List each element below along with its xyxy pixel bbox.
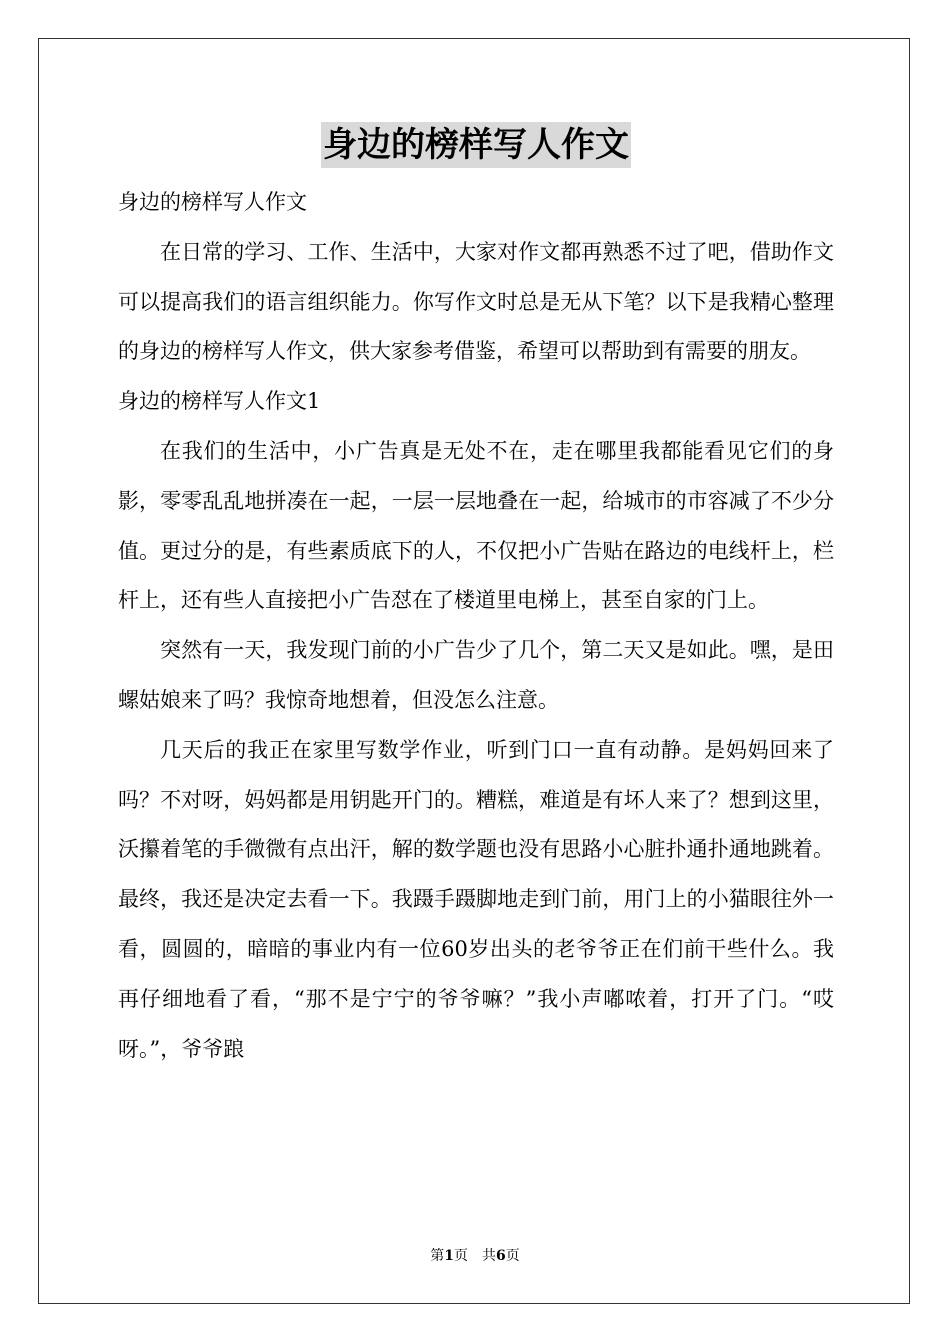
body-paragraph: 几天后的我正在家里写数学作业，听到门口一直有动静。是妈妈回来了吗？不对呀，妈妈都是用钥匙开门的。糟糕，难道是有坏人来了？想到这里，沃攥着笔的手微微有点出汗，解的数学题也没有思路小心脏扑通扑通地跳着。最终，我还是决定去看一下。我蹑手蹑脚地走到门前，用门上的小猫眼往外一看，圆圆的，暗暗的事业内有一位60岁出头的老爷爷正在们前干些什么。我再仔细地看了看，“那不是宁宁的爷爷嘛？”我小声嘟哝着，打开了门。“哎呀。”，爷爷踉 xyxy=(118,737,834,1061)
page-label-pre: 第 xyxy=(430,1248,445,1264)
document-body xyxy=(118,122,834,1074)
document-title: 身边的榜样写人作文 xyxy=(321,122,631,168)
paragraph-list xyxy=(118,178,834,1074)
page-label-mid: 页 xyxy=(454,1248,468,1264)
section-heading: 身边的榜样写人作文 xyxy=(118,190,307,214)
body-paragraph: 在我们的生活中，小广告真是无处不在，走在哪里我都能看见它们的身影，零零乱乱地拼凑在一起，一层一层地叠在一起，给城市的市容减了不少分值。更过分的是，有些素质底下的人，不仅把小广告贴在路边的电线杆上，栏杆上，还有些人直接把小广告怼在了楼道里电梯上，甚至自家的门上。 xyxy=(118,438,834,613)
page-footer xyxy=(0,1246,950,1266)
body-paragraph: 在日常的学习、工作、生活中，大家对作文都再熟悉不过了吧，借助作文可以提高我们的语言组织能力。你写作文时总是无从下笔？以下是我精心整理的身边的榜样写人作文，供大家参考借鉴，希望可以帮助到有需要的朋友。 xyxy=(118,239,834,364)
title-wrap xyxy=(118,122,834,170)
total-label-pre: 共 xyxy=(482,1248,496,1264)
section-heading: 身边的榜样写人作文1 xyxy=(118,389,321,414)
total-label-post: 页 xyxy=(505,1248,520,1264)
body-paragraph: 突然有一天，我发现门前的小广告少了几个，第二天又是如此。嘿，是田螺姑娘来了吗？我惊奇地想着，但没怎么注意。 xyxy=(118,638,834,712)
page-current: 1 xyxy=(444,1248,454,1264)
page-total: 6 xyxy=(496,1248,506,1264)
